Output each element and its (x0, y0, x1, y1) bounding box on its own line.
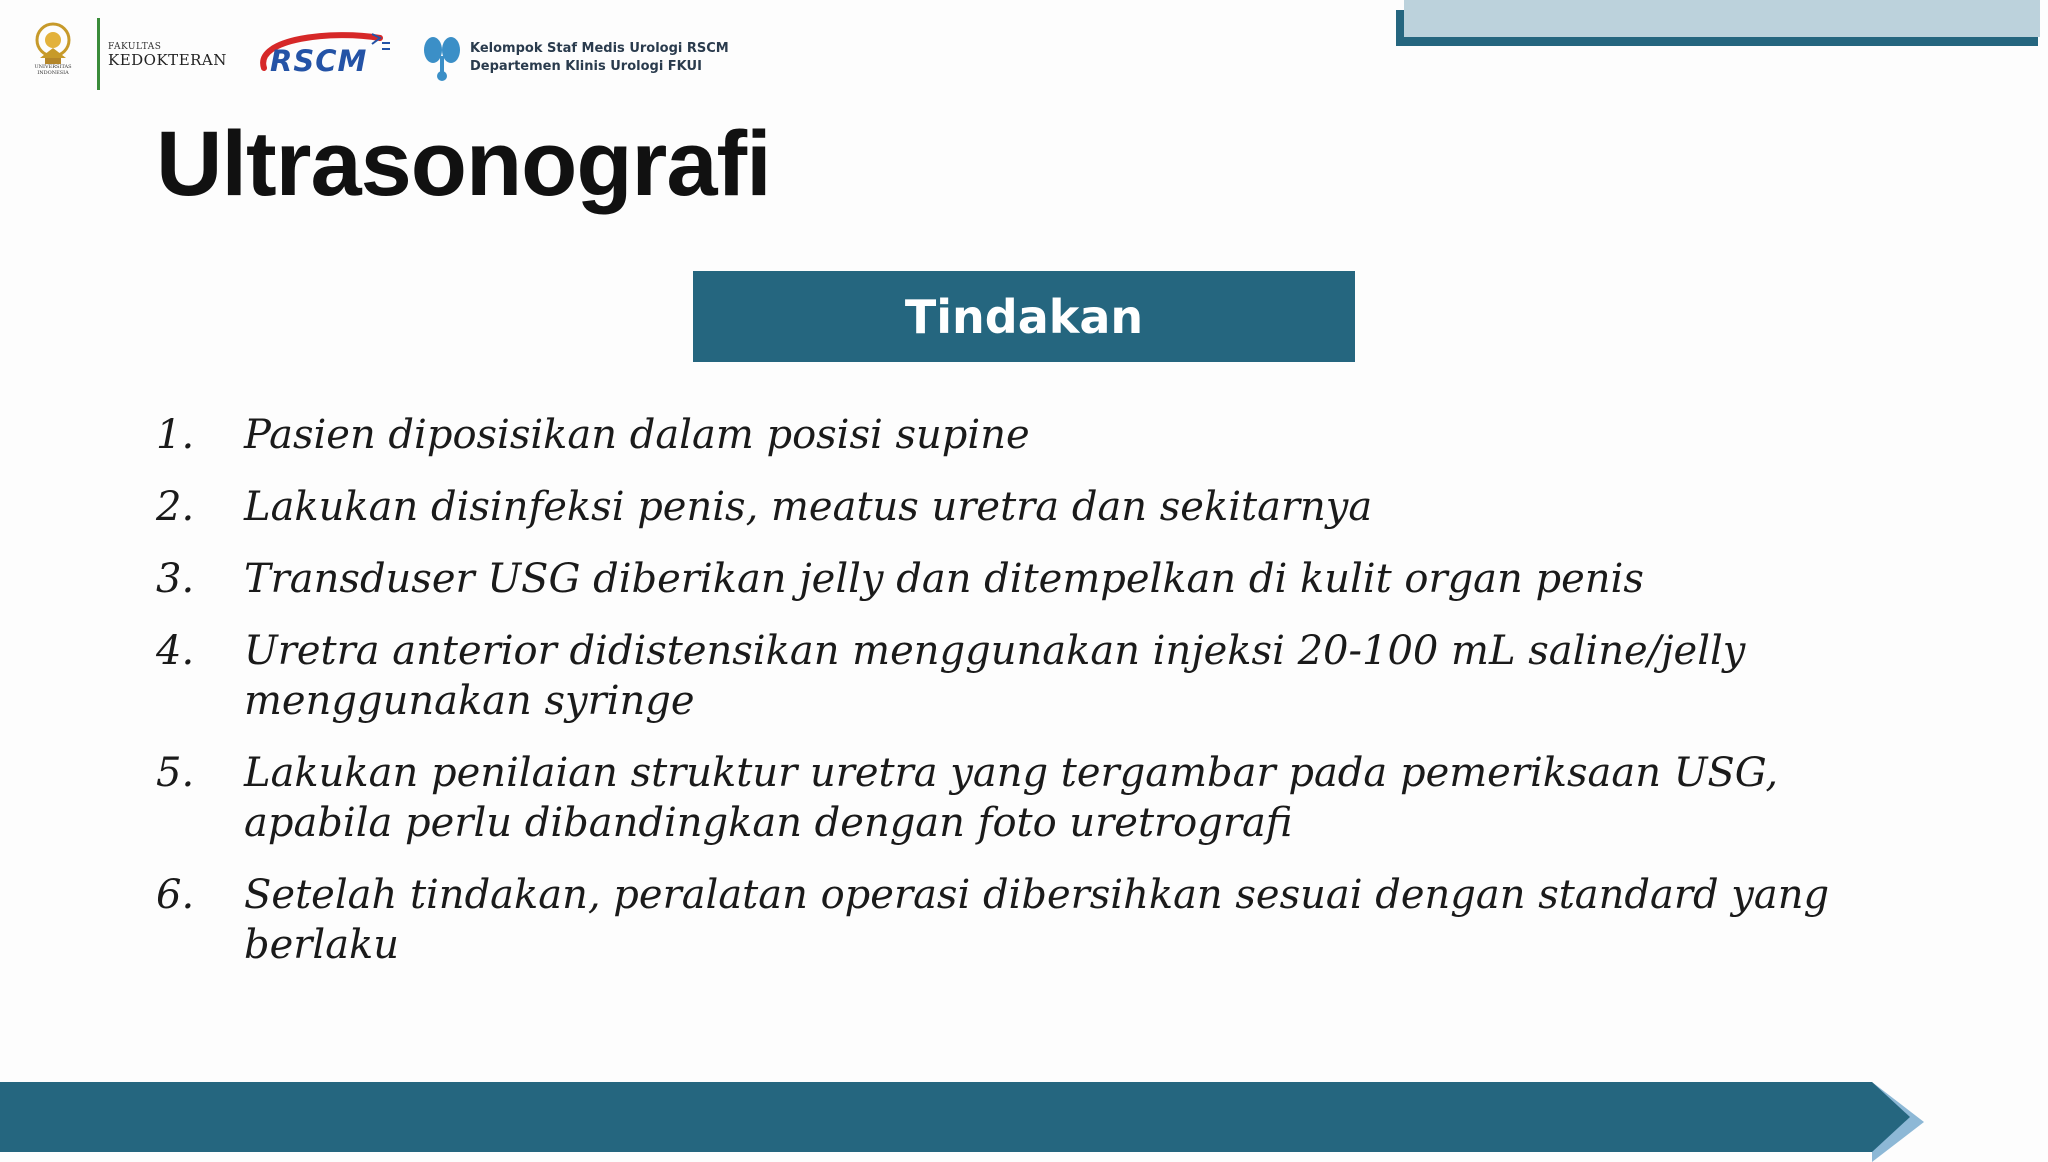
university-name: UNIVERSITAS INDONESIA (34, 64, 72, 76)
step-text: Setelah tindakan, peralatan operasi dibersihkan sesuai dengan standard yang berlaku (244, 872, 1830, 968)
faculty-label-small: FAKULTAS (108, 42, 162, 52)
footer-arrow-icon (1872, 1082, 1910, 1152)
footer-bar (0, 1082, 1872, 1152)
step-text: Pasien diposisikan dalam posisi supine (244, 412, 1030, 458)
step-text: Lakukan penilaian struktur uretra yang tergambar pada pemeriksaan USG, apabila perlu dibandingkan dengan foto uretrografi (244, 750, 1779, 846)
makara-logo-icon (28, 18, 78, 88)
list-item (156, 410, 1916, 460)
list-item (156, 748, 1916, 848)
list-item (156, 482, 1916, 532)
top-accent-bar-underline (1396, 37, 2038, 46)
faculty-label-big: KEDOKTERAN (108, 51, 227, 69)
step-number: 2. (156, 484, 195, 530)
page-title: Ultrasonografi (156, 113, 771, 215)
step-text: Transduser USG diberikan jelly dan ditempelkan di kulit organ penis (244, 556, 1644, 602)
department-line-1: Kelompok Staf Medis Urologi RSCM (470, 41, 729, 56)
list-item (156, 870, 1916, 970)
list-item (156, 554, 1916, 604)
section-banner-label: Tindakan (904, 289, 1144, 344)
step-number: 3. (156, 556, 195, 602)
list-item (156, 626, 1916, 726)
steps-list (156, 410, 1916, 992)
step-number: 6. (156, 872, 195, 918)
step-number: 1. (156, 412, 195, 458)
step-number: 4. (156, 628, 195, 674)
step-number: 5. (156, 750, 195, 796)
department-line-2: Departemen Klinis Urologi FKUI (470, 59, 702, 74)
step-text: Lakukan disinfeksi penis, meatus uretra dan sekitarnya (244, 484, 1373, 530)
top-accent-bar (1404, 0, 2040, 37)
logo-divider (97, 18, 100, 90)
rscm-logo-text: RSCM (270, 44, 368, 78)
top-accent-bar-edge (1396, 10, 1404, 40)
kidney-icon (422, 34, 462, 82)
section-banner (693, 271, 1355, 362)
step-text: Uretra anterior didistensikan menggunakan injeksi 20-100 mL saline/jelly menggunakan syringe (244, 628, 1746, 724)
